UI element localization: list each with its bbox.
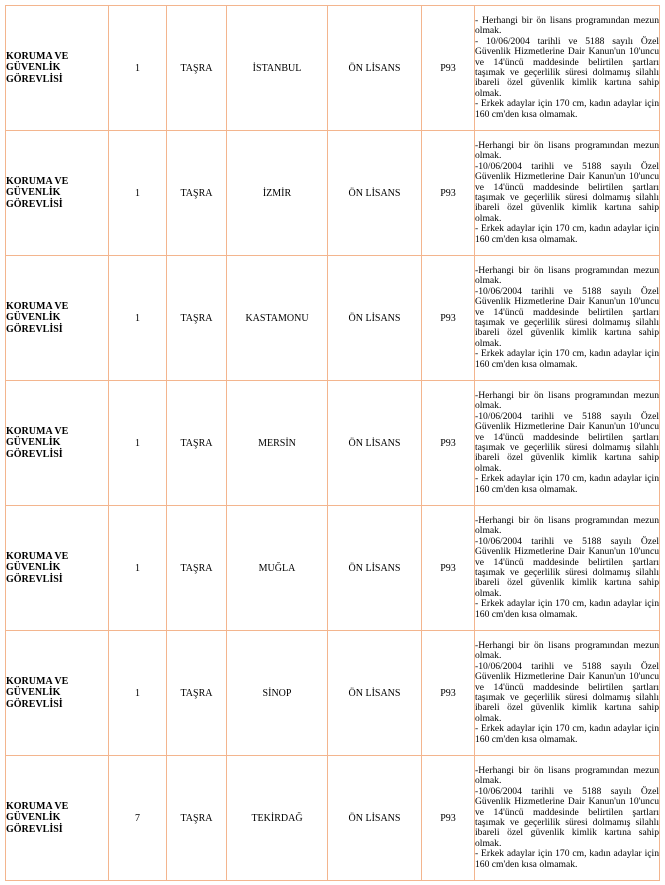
position-count: 1 <box>109 381 167 506</box>
table-row <box>6 381 660 506</box>
position-title-line: KORUMA VE <box>6 425 69 437</box>
requirements <box>475 506 660 631</box>
table-row <box>6 256 660 381</box>
exam-score-code: P93 <box>422 756 475 881</box>
requirement-item: -Herhangi bir ön lisans programından mezun olmak. <box>475 139 659 162</box>
position-title-line: GÖREVLİSİ <box>6 73 63 85</box>
position-title-line: GÖREVLİSİ <box>6 323 63 335</box>
table-row <box>6 506 660 631</box>
exam-score-code: P93 <box>422 631 475 756</box>
city-name: İZMİR <box>227 131 328 256</box>
position-title-line: KORUMA VE <box>6 50 69 62</box>
position-title <box>6 506 109 631</box>
position-count: 1 <box>109 131 167 256</box>
requirement-item: -10/06/2004 tarihli ve 5188 sayılı Özel Güvenlik Hizmetlerine Dair Kanun'un 10'uncu ve 14'üncü maddesinde belirtilen şartları taşımak ve geçerlilik süresi dolmamış silahlı ibareli özel güvenlik kimlik kartına sahip olmak. <box>475 785 659 849</box>
position-title-line: KORUMA VE <box>6 550 69 562</box>
requirements <box>475 6 660 131</box>
location-type: TAŞRA <box>167 256 227 381</box>
position-title-line: KORUMA VE <box>6 675 69 687</box>
exam-score-code: P93 <box>422 256 475 381</box>
position-title-line: KORUMA VE <box>6 800 69 812</box>
requirement-item: -Herhangi bir ön lisans programından mezun olmak. <box>475 639 659 662</box>
position-title <box>6 6 109 131</box>
requirement-item: - 10/06/2004 tarihli ve 5188 sayılı Özel Güvenlik Hizmetlerine Dair Kanun'un 10'uncu ve 14'üncü maddesinde belirtilen şartları taşımak ve geçerlilik süresi dolmamış silahlı ibareli özel güvenlik kimlik kartına sahip olmak. <box>475 35 659 99</box>
position-title-line: KORUMA VE <box>6 300 69 312</box>
position-count: 1 <box>109 256 167 381</box>
position-count: 1 <box>109 631 167 756</box>
requirement-item: -10/06/2004 tarihli ve 5188 sayılı Özel Güvenlik Hizmetlerine Dair Kanun'un 10'uncu ve 14'üncü maddesinde belirtilen şartları taşımak ve geçerlilik süresi dolmamış silahlı ibareli özel güvenlik kimlik kartına sahip olmak. <box>475 285 659 349</box>
requirement-item: - Erkek adaylar için 170 cm, kadın adaylar için 160 cm'den kısa olmamak. <box>475 598 659 620</box>
requirement-item: -10/06/2004 tarihli ve 5188 sayılı Özel Güvenlik Hizmetlerine Dair Kanun'un 10'uncu ve 14'üncü maddesinde belirtilen şartları taşımak ve geçerlilik süresi dolmamış silahlı ibareli özel güvenlik kimlik kartına sahip olmak. <box>475 660 659 724</box>
position-title <box>6 131 109 256</box>
location-type: TAŞRA <box>167 506 227 631</box>
position-title-line: KORUMA VE <box>6 175 69 187</box>
table-row <box>6 631 660 756</box>
exam-score-code: P93 <box>422 506 475 631</box>
requirement-item: - Erkek adaylar için 170 cm, kadın adaylar için 160 cm'den kısa olmamak. <box>475 848 659 870</box>
requirements <box>475 631 660 756</box>
requirement-item: - Erkek adaylar için 170 cm, kadın adaylar için 160 cm'den kısa olmamak. <box>475 223 659 245</box>
position-title-line: GÖREVLİSİ <box>6 198 63 210</box>
exam-score-code: P93 <box>422 6 475 131</box>
city-name: KASTAMONU <box>227 256 328 381</box>
requirement-item: - Erkek adaylar için 170 cm, kadın adaylar için 160 cm'den kısa olmamak. <box>475 723 659 745</box>
city-name: SİNOP <box>227 631 328 756</box>
position-title-line: GÖREVLİSİ <box>6 573 63 585</box>
position-title-line: GÜVENLİK <box>6 437 61 449</box>
requirement-item: - Erkek adaylar için 170 cm, kadın adaylar için 160 cm'den kısa olmamak. <box>475 98 659 120</box>
exam-score-code: P93 <box>422 131 475 256</box>
location-type: TAŞRA <box>167 381 227 506</box>
requirements <box>475 381 660 506</box>
requirement-item: -10/06/2004 tarihli ve 5188 sayılı Özel Güvenlik Hizmetlerine Dair Kanun'un 10'uncu ve 14'üncü maddesinde belirtilen şartları taşımak ve geçerlilik süresi dolmamış silahlı ibareli özel güvenlik kimlik kartına sahip olmak. <box>475 410 659 474</box>
requirements <box>475 256 660 381</box>
position-count: 1 <box>109 506 167 631</box>
requirement-item: -10/06/2004 tarihli ve 5188 sayılı Özel Güvenlik Hizmetlerine Dair Kanun'un 10'uncu ve 14'üncü maddesinde belirtilen şartları taşımak ve geçerlilik süresi dolmamış silahlı ibareli özel güvenlik kimlik kartına sahip olmak. <box>475 535 659 599</box>
requirement-item: -Herhangi bir ön lisans programından mezun olmak. <box>475 389 659 412</box>
requirements <box>475 131 660 256</box>
position-title <box>6 756 109 881</box>
requirement-item: - Herhangi bir ön lisans programından mezun olmak. <box>475 14 659 37</box>
city-name: MUĞLA <box>227 506 328 631</box>
position-title <box>6 631 109 756</box>
job-positions-table <box>5 5 660 881</box>
city-name: MERSİN <box>227 381 328 506</box>
position-title-line: GÜVENLİK <box>6 687 61 699</box>
position-title-line: GÖREVLİSİ <box>6 698 63 710</box>
position-title-line: GÜVENLİK <box>6 187 61 199</box>
requirement-item: -Herhangi bir ön lisans programından mezun olmak. <box>475 264 659 287</box>
education-level: ÖN LİSANS <box>328 256 422 381</box>
location-type: TAŞRA <box>167 6 227 131</box>
education-level: ÖN LİSANS <box>328 381 422 506</box>
position-title-line: GÜVENLİK <box>6 62 61 74</box>
location-type: TAŞRA <box>167 631 227 756</box>
requirement-item: -Herhangi bir ön lisans programından mezun olmak. <box>475 514 659 537</box>
table-row <box>6 131 660 256</box>
position-title <box>6 381 109 506</box>
position-count: 1 <box>109 6 167 131</box>
position-title <box>6 256 109 381</box>
position-title-line: GÜVENLİK <box>6 562 61 574</box>
education-level: ÖN LİSANS <box>328 631 422 756</box>
requirements <box>475 756 660 881</box>
education-level: ÖN LİSANS <box>328 6 422 131</box>
city-name: TEKİRDAĞ <box>227 756 328 881</box>
table-row <box>6 6 660 131</box>
requirement-item: - Erkek adaylar için 170 cm, kadın adaylar için 160 cm'den kısa olmamak. <box>475 473 659 495</box>
table-row <box>6 756 660 881</box>
education-level: ÖN LİSANS <box>328 756 422 881</box>
requirement-item: -Herhangi bir ön lisans programından mezun olmak. <box>475 764 659 787</box>
location-type: TAŞRA <box>167 756 227 881</box>
education-level: ÖN LİSANS <box>328 506 422 631</box>
position-title-line: GÜVENLİK <box>6 312 61 324</box>
requirement-item: - Erkek adaylar için 170 cm, kadın adaylar için 160 cm'den kısa olmamak. <box>475 348 659 370</box>
position-title-line: GÜVENLİK <box>6 812 61 824</box>
exam-score-code: P93 <box>422 381 475 506</box>
education-level: ÖN LİSANS <box>328 131 422 256</box>
position-count: 7 <box>109 756 167 881</box>
position-title-line: GÖREVLİSİ <box>6 823 63 835</box>
city-name: İSTANBUL <box>227 6 328 131</box>
requirement-item: -10/06/2004 tarihli ve 5188 sayılı Özel Güvenlik Hizmetlerine Dair Kanun'un 10'uncu ve 14'üncü maddesinde belirtilen şartları taşımak ve geçerlilik süresi dolmamış silahlı ibareli özel güvenlik kimlik kartına sahip olmak. <box>475 160 659 224</box>
location-type: TAŞRA <box>167 131 227 256</box>
position-title-line: GÖREVLİSİ <box>6 448 63 460</box>
